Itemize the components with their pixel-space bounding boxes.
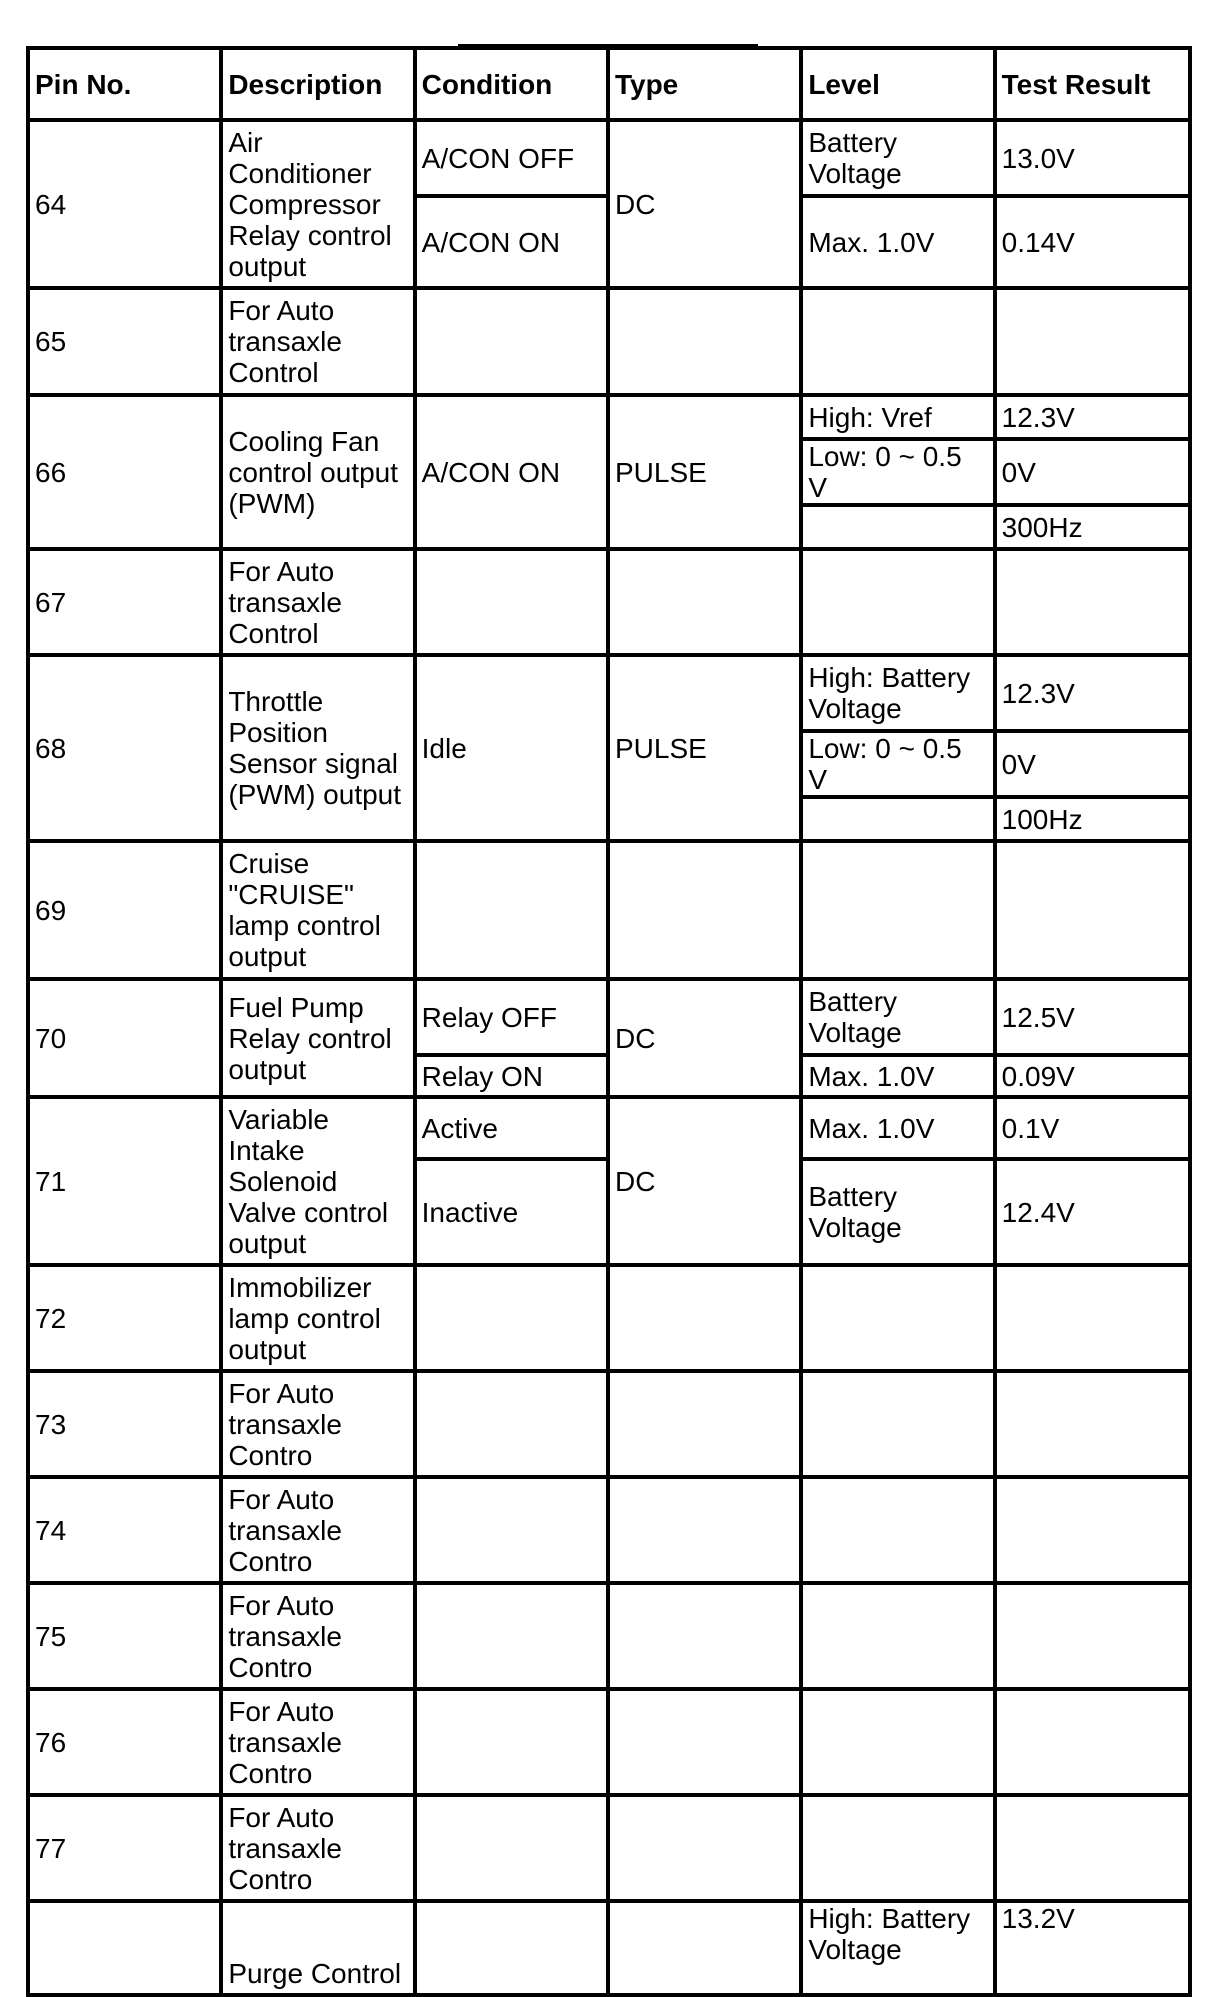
- level-cell: Low: 0 ~ 0.5 V: [801, 731, 994, 797]
- condition-cell: [415, 549, 608, 655]
- result-cell: 12.5V: [995, 979, 1190, 1055]
- description-cell: For Auto transaxle Control: [221, 288, 414, 395]
- level-cell: [801, 1265, 994, 1371]
- level-cell: [801, 288, 994, 395]
- condition-cell: [415, 841, 608, 979]
- description-cell: Cruise "CRUISE" lamp control output: [221, 841, 414, 979]
- level-cell: [801, 1371, 994, 1477]
- condition-cell: [415, 1795, 608, 1901]
- pin-cell: 64: [28, 120, 221, 288]
- pin-cell: 73: [28, 1371, 221, 1477]
- condition-cell: A/CON ON: [415, 196, 608, 288]
- result-cell: 0V: [995, 439, 1190, 505]
- level-cell: [801, 1689, 994, 1795]
- pin-cell: 68: [28, 655, 221, 841]
- description-cell: Fuel Pump Relay control output: [221, 979, 414, 1097]
- table-row: [28, 288, 1190, 395]
- level-cell: [801, 1795, 994, 1901]
- description-cell: Variable Intake Solenoid Valve control output: [221, 1097, 414, 1265]
- condition-cell: Inactive: [415, 1159, 608, 1265]
- level-cell: Low: 0 ~ 0.5 V: [801, 439, 994, 505]
- description-cell: For Auto transaxle Contro: [221, 1689, 414, 1795]
- table-row: [28, 1477, 1190, 1583]
- description-cell: Throttle Position Sensor signal (PWM) output: [221, 655, 414, 841]
- level-cell: High: Battery Voltage: [801, 655, 994, 731]
- level-cell: Max. 1.0V: [801, 196, 994, 288]
- level-cell: Battery Voltage: [801, 1159, 994, 1265]
- type-cell: [608, 549, 801, 655]
- result-cell: 0V: [995, 731, 1190, 797]
- level-cell: [801, 505, 994, 549]
- type-cell: [608, 1901, 801, 1995]
- type-cell: [608, 1583, 801, 1689]
- type-cell: [608, 1371, 801, 1477]
- result-cell: 0.14V: [995, 196, 1190, 288]
- type-cell: [608, 1795, 801, 1901]
- table-row: [28, 120, 1190, 196]
- pin-cell: 66: [28, 395, 221, 549]
- result-cell: [995, 841, 1190, 979]
- type-cell: [608, 288, 801, 395]
- table-row: [28, 1265, 1190, 1371]
- result-cell: [995, 288, 1190, 395]
- pin-cell: 71: [28, 1097, 221, 1265]
- level-cell: [801, 1583, 994, 1689]
- pin-cell: 77: [28, 1795, 221, 1901]
- table-row: [28, 1097, 1190, 1159]
- table-row: [28, 1371, 1190, 1477]
- result-cell: 0.1V: [995, 1097, 1190, 1159]
- type-cell: DC: [608, 1097, 801, 1265]
- table-row: [28, 1795, 1190, 1901]
- condition-cell: [415, 1265, 608, 1371]
- pin-cell: 65: [28, 288, 221, 395]
- description-cell: For Auto transaxle Contro: [221, 1371, 414, 1477]
- type-cell: [608, 1265, 801, 1371]
- description-cell: For Auto transaxle Contro: [221, 1477, 414, 1583]
- header-test-result: Test Result: [995, 48, 1190, 120]
- header-level: Level: [801, 48, 994, 120]
- result-cell: [995, 1689, 1190, 1795]
- condition-cell: [415, 288, 608, 395]
- result-cell: [995, 1265, 1190, 1371]
- level-cell: [801, 841, 994, 979]
- level-cell: Max. 1.0V: [801, 1097, 994, 1159]
- type-cell: PULSE: [608, 395, 801, 549]
- pin-cell: [28, 1901, 221, 1995]
- header-pin-no: Pin No.: [28, 48, 221, 120]
- table-row: [28, 395, 1190, 439]
- pin-cell: 76: [28, 1689, 221, 1795]
- header-condition: Condition: [415, 48, 608, 120]
- result-cell: 13.2V: [995, 1901, 1190, 1995]
- type-cell: DC: [608, 120, 801, 288]
- result-cell: [995, 1477, 1190, 1583]
- table-row: [28, 841, 1190, 979]
- pin-cell: 74: [28, 1477, 221, 1583]
- pin-cell: 67: [28, 549, 221, 655]
- level-cell: High: Vref: [801, 395, 994, 439]
- table-row: [28, 549, 1190, 655]
- pin-test-table: [26, 46, 1192, 1997]
- level-cell: Battery Voltage: [801, 979, 994, 1055]
- type-cell: [608, 1689, 801, 1795]
- header-type: Type: [608, 48, 801, 120]
- table-row: [28, 979, 1190, 1055]
- level-cell: [801, 1477, 994, 1583]
- header-description: Description: [221, 48, 414, 120]
- condition-cell: [415, 1901, 608, 1995]
- result-cell: 13.0V: [995, 120, 1190, 196]
- type-cell: DC: [608, 979, 801, 1097]
- level-cell: [801, 797, 994, 841]
- result-cell: 300Hz: [995, 505, 1190, 549]
- type-cell: [608, 841, 801, 979]
- condition-cell: Idle: [415, 655, 608, 841]
- condition-cell: [415, 1371, 608, 1477]
- type-cell: [608, 1477, 801, 1583]
- condition-cell: A/CON ON: [415, 395, 608, 549]
- condition-cell: [415, 1477, 608, 1583]
- pin-cell: 70: [28, 979, 221, 1097]
- level-cell: High: Battery Voltage: [801, 1901, 994, 1995]
- description-cell: Cooling Fan control output (PWM): [221, 395, 414, 549]
- result-cell: 100Hz: [995, 797, 1190, 841]
- condition-cell: [415, 1689, 608, 1795]
- pin-cell: 75: [28, 1583, 221, 1689]
- level-cell: Max. 1.0V: [801, 1055, 994, 1097]
- condition-cell: Active: [415, 1097, 608, 1159]
- result-cell: [995, 1583, 1190, 1689]
- result-cell: 12.3V: [995, 655, 1190, 731]
- result-cell: [995, 1371, 1190, 1477]
- result-cell: [995, 1795, 1190, 1901]
- condition-cell: Relay OFF: [415, 979, 608, 1055]
- description-cell: Immobilizer lamp control output: [221, 1265, 414, 1371]
- result-cell: 0.09V: [995, 1055, 1190, 1097]
- description-cell: For Auto transaxle Control: [221, 549, 414, 655]
- condition-cell: Relay ON: [415, 1055, 608, 1097]
- level-cell: [801, 549, 994, 655]
- level-cell: Battery Voltage: [801, 120, 994, 196]
- result-cell: 12.3V: [995, 395, 1190, 439]
- description-cell: Purge Control: [221, 1901, 414, 1995]
- table-row: [28, 1689, 1190, 1795]
- pin-cell: 72: [28, 1265, 221, 1371]
- pin-cell: 69: [28, 841, 221, 979]
- condition-cell: A/CON OFF: [415, 120, 608, 196]
- condition-cell: [415, 1583, 608, 1689]
- table-row: [28, 1901, 1190, 1995]
- description-cell: For Auto transaxle Contro: [221, 1795, 414, 1901]
- table-row: [28, 1583, 1190, 1689]
- table-row: [28, 655, 1190, 731]
- description-cell: For Auto transaxle Contro: [221, 1583, 414, 1689]
- result-cell: 12.4V: [995, 1159, 1190, 1265]
- description-cell: Air Conditioner Compressor Relay control output: [221, 120, 414, 288]
- result-cell: [995, 549, 1190, 655]
- header-row: [28, 48, 1190, 120]
- type-cell: PULSE: [608, 655, 801, 841]
